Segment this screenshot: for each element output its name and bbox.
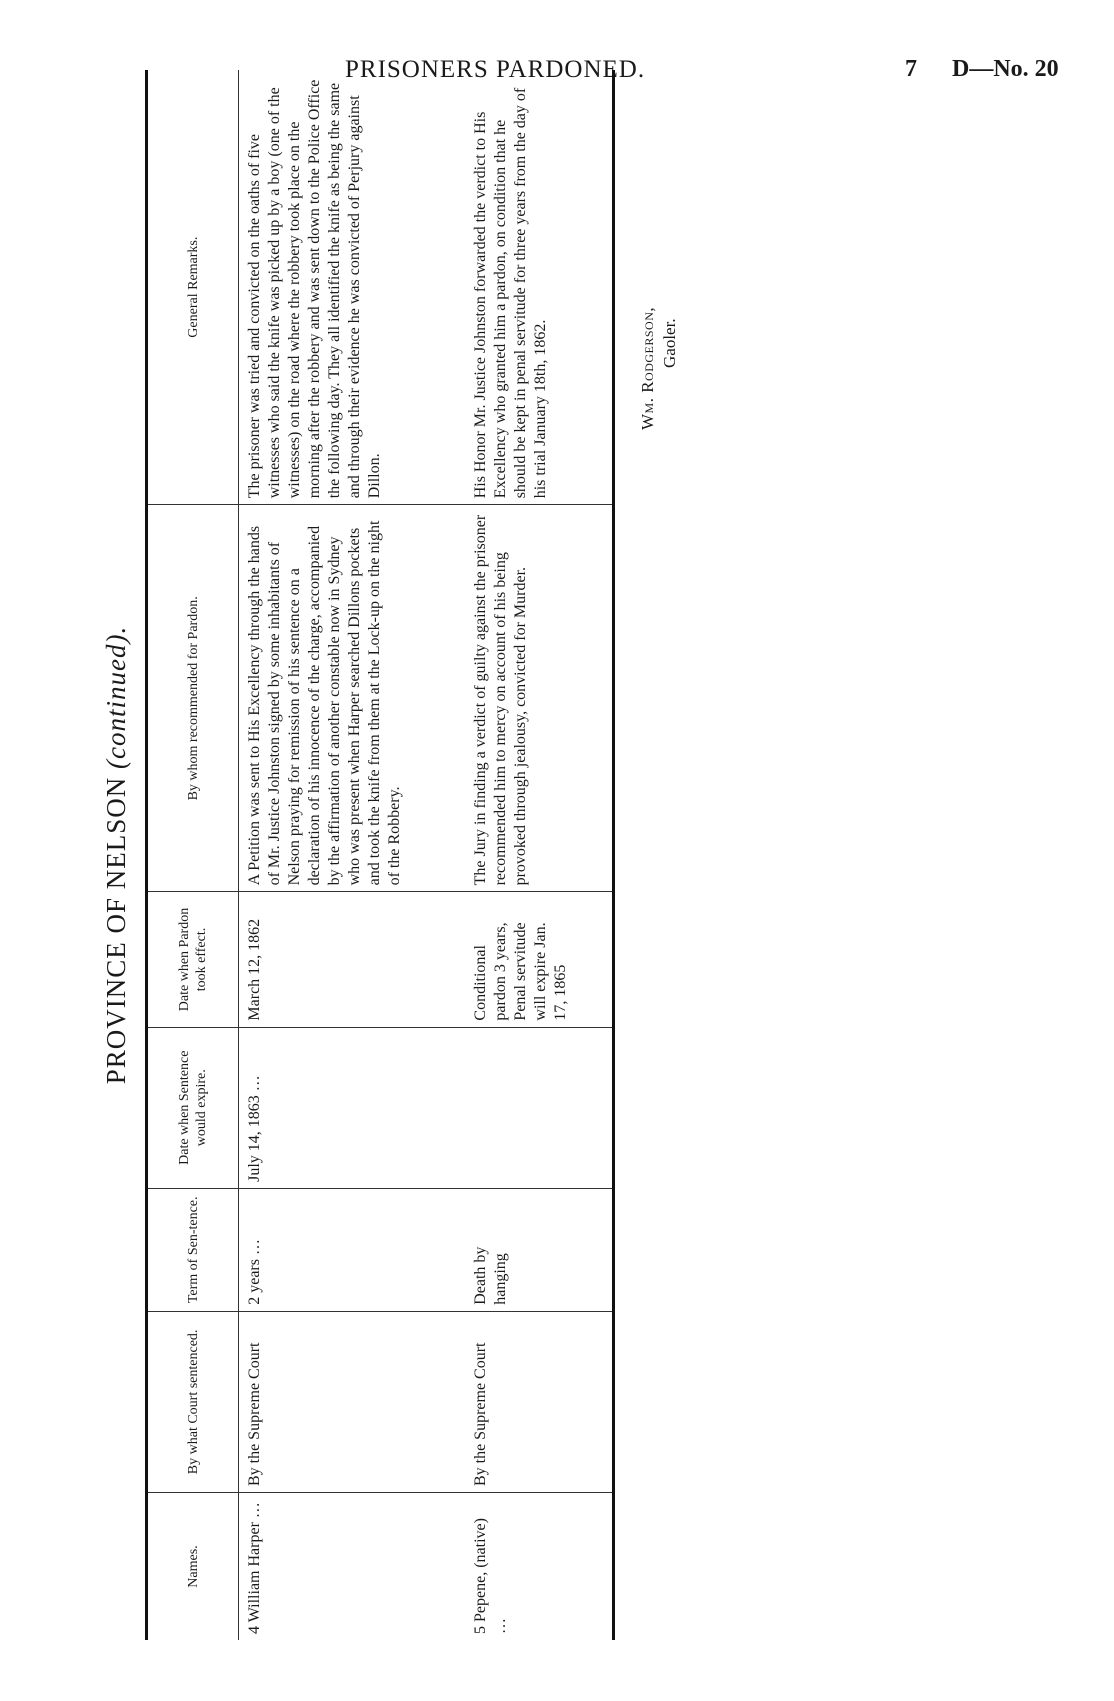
cell-sentence-expire: July 14, 1863 … xyxy=(239,1027,465,1188)
column-header-remarks: General Remarks. xyxy=(147,70,239,505)
column-header-pardon-date: Date when Pardon took effect. xyxy=(147,892,239,1027)
cell-name: 5 Pepene, (native) … xyxy=(465,1493,614,1640)
page-number: 7 xyxy=(905,56,917,82)
prisoners-pardoned-table xyxy=(145,70,615,1640)
table-row xyxy=(239,70,465,1640)
cell-pardon-date: March 12, 1862 xyxy=(239,892,465,1027)
table-row xyxy=(465,70,614,1640)
column-header-term: Term of Sen-tence. xyxy=(147,1188,239,1311)
column-header-sentence-expire: Date when Sentence would expire. xyxy=(147,1027,239,1188)
column-header-court: By what Court sentenced. xyxy=(147,1311,239,1492)
table-title-suffix: (continued). xyxy=(101,625,131,769)
cell-name: 4 William Harper … xyxy=(239,1493,465,1640)
cell-term: 2 years … xyxy=(239,1188,465,1311)
cell-court: By the Supreme Court xyxy=(239,1311,465,1492)
table-header-row xyxy=(147,70,239,1640)
cell-term: Death by hanging xyxy=(465,1188,614,1311)
signature-block xyxy=(637,307,681,430)
cell-court: By the Supreme Court xyxy=(465,1311,614,1492)
cell-recommended: A Petition was sent to His Excellency through the hands of Mr. Justice Johnston signed by some inhabitants of Nelson praying for remission of his sentence on a declaration of his innocence of the charge, accompanied by the affirmation of another constable now in Sydney who was present when Harper searched Dillons pockets and took the knife from them at the Lock-up on the night of the Robbery. xyxy=(239,505,465,892)
cell-remarks: The prisoner was tried and convicted on the oaths of five witnesses who said the knife was picked up by a boy (one of the witnesses) on the road where the robbery took place on the morning after the robbery and was sent down to the Police Office the following day. They all identified the knife as being the same and through their evidence he was convicted of Perjury against Dillon. xyxy=(239,70,465,505)
rotated-table-sheet xyxy=(101,70,679,1640)
table-title xyxy=(101,70,132,1640)
cell-sentence-expire xyxy=(465,1027,614,1188)
signatory-title: Gaoler. xyxy=(660,318,679,368)
cell-recommended: The Jury in finding a verdict of guilty against the prisoner recommended him to mercy on account of his being provoked through jealousy, convicted for Murder. xyxy=(465,505,614,892)
cell-pardon-date: Conditional pardon 3 years, Penal servitude will expire Jan. 17, 1865 xyxy=(465,892,614,1027)
table-title-main: PROVINCE OF NELSON xyxy=(101,776,131,1085)
cell-remarks: His Honor Mr. Justice Johnston forwarded the verdict to His Excellency who granted him a pardon, on condition that he should be kept in penal servitude for three years from the day of his trial January 18th, 1862. xyxy=(465,70,614,505)
column-header-recommended: By whom recommended for Pardon. xyxy=(147,505,239,892)
column-header-names: Names. xyxy=(147,1493,239,1640)
document-reference: D—No. 20 xyxy=(952,56,1059,82)
running-title: PRISONERS PARDONED. xyxy=(345,56,646,83)
signatory-name: Wm. Rodgerson, xyxy=(638,306,657,430)
